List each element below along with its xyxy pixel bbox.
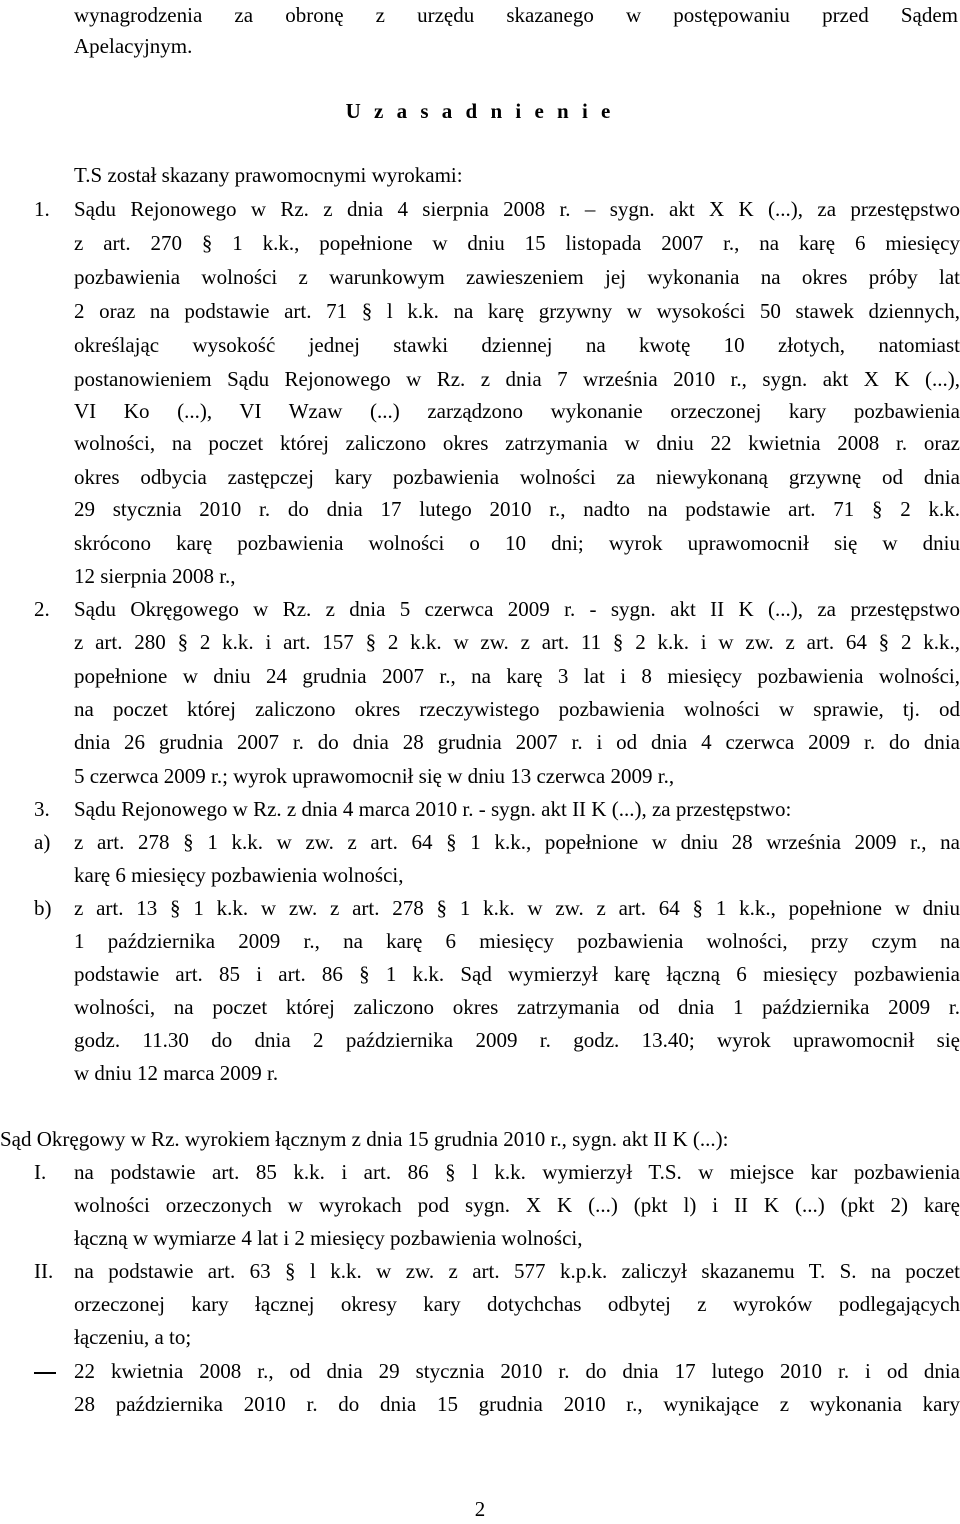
page-number: 2 [474, 1497, 486, 1521]
text-line: Sąd Okręgowy w Rz. wyrokiem łącznym z dnia 15 grudnia 2010 r., sygn. akt II K (...): [0, 1127, 729, 1151]
text-line: Sądu Okręgowego w Rz. z dnia 5 czerwca 2009 r. - sygn. akt II K (...), za przestępstwo [74, 597, 960, 621]
text-line: 2 oraz na podstawie art. 71 § l k.k. na karę grzywny w wysokości 50 stawek dziennych, [74, 299, 960, 323]
text-line: z art. 278 § 1 k.k. w zw. z art. 64 § 1 k.k., popełnione w dniu 28 września 2009 r., na [74, 830, 960, 854]
text-line: wolności, na poczet której zaliczono okres zatrzymania od dnia 1 października 2009 r. [74, 995, 960, 1019]
text-line: pozbawienia wolności z warunkowym zawieszeniem jej wykonania na okres próby lat [74, 265, 960, 289]
list-marker: II. [34, 1259, 54, 1283]
text-line: popełnione w dniu 24 grudnia 2007 r., na karę 3 lat i 8 miesięcy pozbawienia wolności, [74, 664, 960, 688]
text-line: z art. 270 § 1 k.k., popełnione w dniu 15 listopada 2007 r., na karę 6 miesięcy [74, 231, 960, 255]
text-line: określając wysokość jednej stawki dziennej na kwotę 10 złotych, natomiast [74, 333, 960, 357]
list-marker: 1. [34, 197, 50, 221]
list-marker: b) [34, 896, 52, 920]
text-line: VI Ko (...), VI Wzaw (...) zarządzono wykonanie orzeczonej kary pozbawienia [74, 399, 960, 423]
text-line: łączeniu, a to; [74, 1325, 192, 1349]
list-marker: 2. [34, 597, 50, 621]
text-line: Apelacyjnym. [74, 34, 193, 58]
text-line: wolności, na poczet której zaliczono okres zatrzymania w dniu 22 kwietnia 2008 r. oraz [74, 431, 960, 455]
list-marker: 3. [34, 797, 50, 821]
text-line: karę 6 miesięcy pozbawienia wolności, [74, 863, 404, 887]
text-line: 12 sierpnia 2008 r., [74, 564, 236, 588]
list-marker: I. [34, 1160, 47, 1184]
text-line: skrócono karę pozbawienia wolności o 10 dni; wyrok uprawomocnił się w dniu [74, 531, 960, 555]
text-line: łączną w wymiarze 4 lat i 2 miesięcy pozbawienia wolności, [74, 1226, 583, 1250]
text-line: okres odbycia zastępczej kary pozbawienia wolności za niewykonaną grzywnę od dnia [74, 465, 960, 489]
dash-bullet [34, 1372, 56, 1374]
text-line: z art. 13 § 1 k.k. w zw. z art. 278 § 1 k.k. w zw. z art. 64 § 1 k.k., popełnione w dniu [74, 896, 960, 920]
text-line: z art. 280 § 2 k.k. i art. 157 § 2 k.k. w zw. z art. 11 § 2 k.k. i w zw. z art. 64 § 2 k.k., [74, 630, 960, 654]
text-line: orzeczonej kary łącznej okresy kary dotychchas odbytej z wyroków podlegających [74, 1292, 960, 1316]
text-line: na poczet której zaliczono okres rzeczywistego pozbawienia wolności w sprawie, tj. od [74, 697, 960, 721]
text-line: wolności orzeczonych w wyrokach pod sygn. X K (...) (pkt l) i II K (...) (pkt 2) karę [74, 1193, 960, 1217]
text-line: 29 stycznia 2010 r. do dnia 17 lutego 2010 r., nadto na podstawie art. 71 § 2 k.k. [74, 497, 960, 521]
list-marker: a) [34, 830, 51, 854]
text-line: na podstawie art. 85 k.k. i art. 86 § l k.k. wymierzył T.S. w miejsce kar pozbawienia [74, 1160, 960, 1184]
text-line: w dniu 12 marca 2009 r. [74, 1061, 279, 1085]
text-line: na podstawie art. 63 § l k.k. w zw. z art. 577 k.p.k. zaliczył skazanemu T. S. na poczet [74, 1259, 960, 1283]
text-line: 22 kwietnia 2008 r., od dnia 29 stycznia 2010 r. do dnia 17 lutego 2010 r. i od dnia [74, 1359, 960, 1383]
text-line: dnia 26 grudnia 2007 r. do dnia 28 grudnia 2007 r. i od dnia 4 czerwca 2009 r. do dnia [74, 730, 960, 754]
text-line: T.S został skazany prawomocnymi wyrokami: [74, 163, 463, 187]
text-line: 28 października 2010 r. do dnia 15 grudnia 2010 r., wynikające z wykonania kary [74, 1392, 960, 1416]
text-line: 5 czerwca 2009 r.; wyrok uprawomocnił się w dniu 13 czerwca 2009 r., [74, 764, 675, 788]
text-line: postanowieniem Sądu Rejonowego w Rz. z dnia 7 września 2010 r., sygn. akt X K (...), [74, 367, 960, 391]
text-line: wynagrodzenia za obronę z urzędu skazanego w postępowaniu przed Sądem [74, 3, 958, 27]
text-line: 1 października 2009 r., na karę 6 miesięcy pozbawienia wolności, przy czym na [74, 929, 960, 953]
text-line: godz. 11.30 do dnia 2 października 2009 r. godz. 13.40; wyrok uprawomocnił się [74, 1028, 960, 1052]
text-line: Sądu Rejonowego w Rz. z dnia 4 sierpnia 2008 r. – sygn. akt X K (...), za przestępstwo [74, 197, 960, 221]
text-line: Sądu Rejonowego w Rz. z dnia 4 marca 2010 r. - sygn. akt II K (...), za przestępstwo: [74, 797, 792, 821]
text-line: podstawie art. 85 i art. 86 § 1 k.k. Sąd wymierzył karę łączną 6 miesięcy pozbawienia [74, 962, 960, 986]
section-heading: U z a s a d n i e n i e [345, 99, 615, 123]
